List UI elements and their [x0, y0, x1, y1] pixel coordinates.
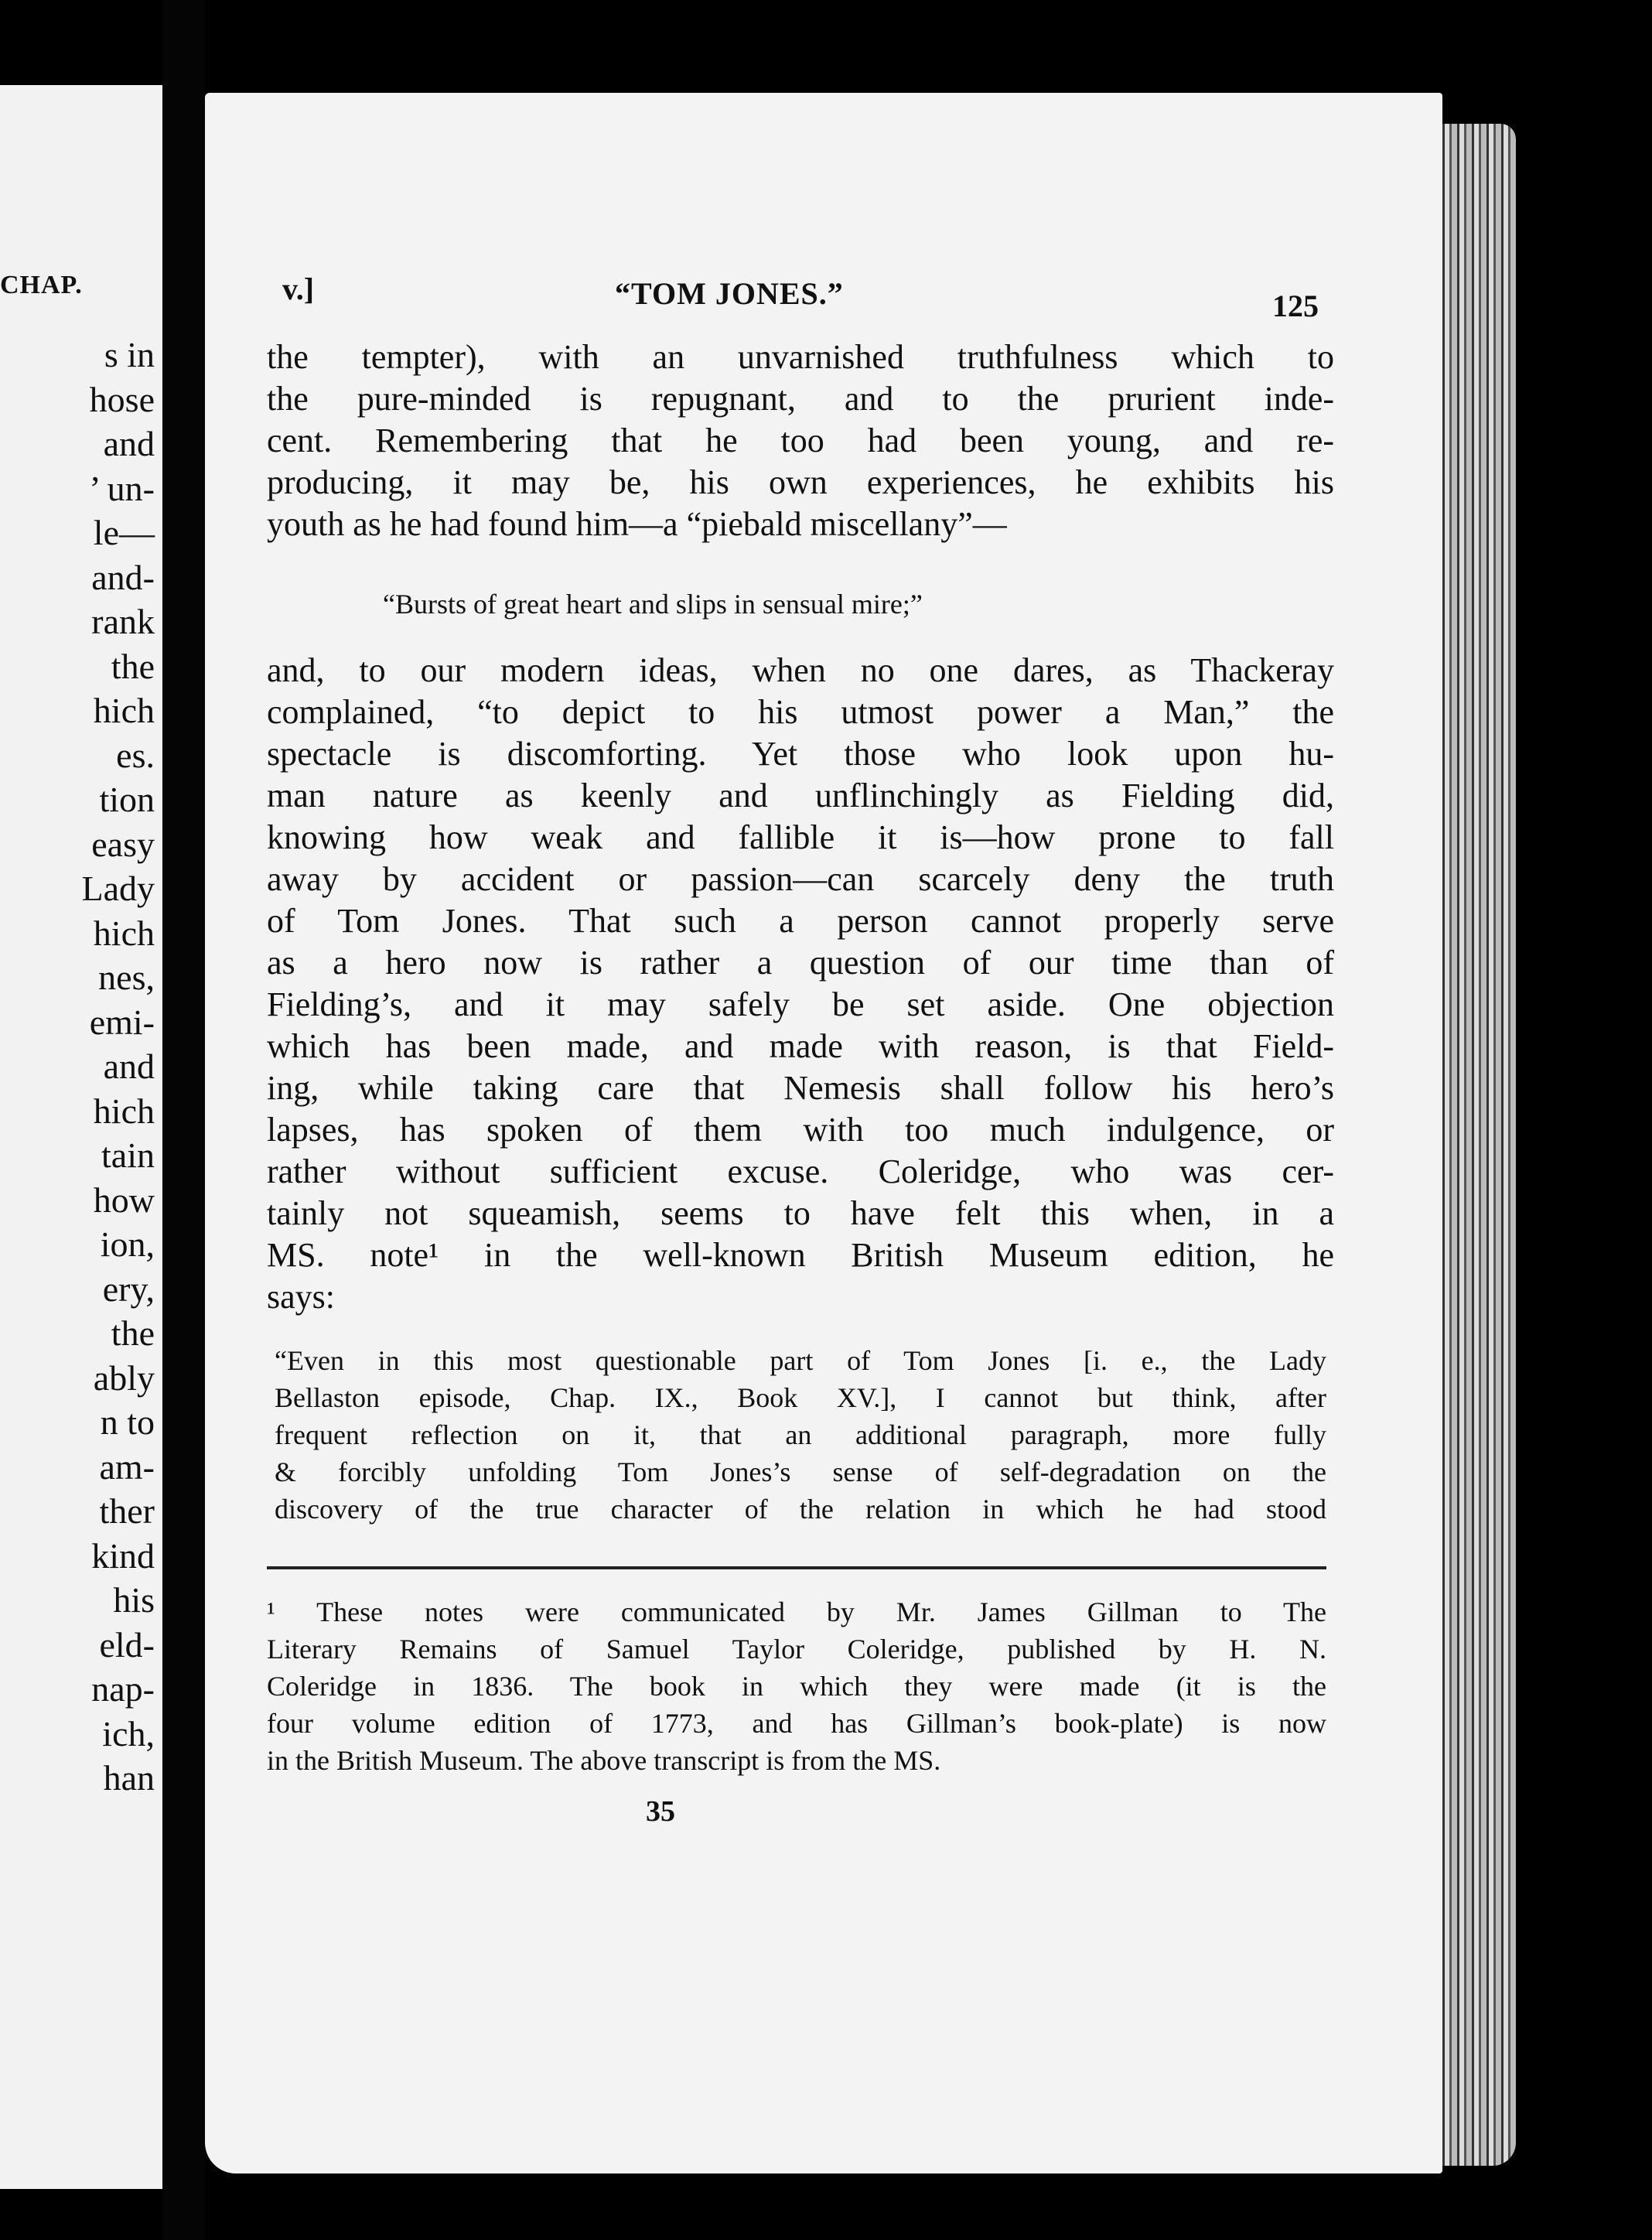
text-line: rather without sufficient excuse. Coleridge, who was cer- [267, 1152, 1334, 1190]
text-line: producing, it may be, his own experiences, he exhibits his [267, 463, 1334, 501]
running-title: “TOM JONES.” [615, 276, 844, 311]
text-line: man nature as keenly and unflinchingly as Fielding did, [267, 777, 1334, 814]
quote-line: Bellaston episode, Chap. IX., Book XV.], I cannot but think, after [275, 1382, 1326, 1413]
verse-quotation: “Bursts of great heart and slips in sensual mire;” [383, 589, 923, 620]
left-page-fragment: hose [89, 379, 155, 419]
text-line: knowing how weak and fallible it is—how prone to fall [267, 818, 1334, 856]
text-line: complained, “to depict to his utmost power a Man,” the [267, 693, 1334, 731]
text-line: the tempter), with an unvarnished truthfulness which to [267, 338, 1334, 376]
footnote-line: Coleridge in 1836. The book in which they were made (it is the [267, 1671, 1326, 1702]
left-page-fragment: n to [100, 1402, 155, 1442]
text-line: lapses, has spoken of them with too much indulgence, or [267, 1111, 1334, 1149]
quote-line: & forcibly unfolding Tom Jones’s sense of self-degradation on the [275, 1456, 1326, 1487]
quote-line: discovery of the true character of the relation in which he had stood [275, 1494, 1326, 1525]
text-line: tainly not squeamish, seems to have felt this when, in a [267, 1194, 1334, 1232]
left-page-fragment: hich [93, 913, 155, 953]
text-line: which has been made, and made with reason, is that Field- [267, 1027, 1334, 1065]
text-line: spectacle is discomforting. Yet those who look upon hu- [267, 735, 1334, 773]
left-page-fragment: Lady [81, 869, 155, 908]
left-page-fragment: emi- [89, 1002, 155, 1042]
left-page-fragment: tain [101, 1135, 155, 1175]
left-page-chap-label: CHAP. [0, 271, 83, 299]
left-page-fragment: easy [91, 824, 155, 864]
left-page-fragment: nap- [91, 1669, 155, 1709]
quote-line: frequent reflection on it, that an additional paragraph, more fully [275, 1419, 1326, 1450]
text-line: says: [267, 1278, 335, 1316]
left-page-fragment: his [113, 1580, 155, 1620]
left-page-fragment: s in [104, 335, 155, 374]
left-page-fragment: and- [91, 557, 155, 597]
paragraph-1 [267, 336, 1334, 545]
left-page-fragment: hich [93, 691, 155, 730]
left-page-fragment: ably [93, 1357, 155, 1398]
left-page-fragment: hich [93, 1091, 155, 1131]
left-page-fragment: kind [91, 1535, 155, 1576]
left-page-fragment: ’ un- [89, 468, 155, 508]
text-line: ing, while taking care that Nemesis shall follow his hero’s [267, 1069, 1334, 1107]
left-page-fragment: le— [93, 513, 155, 552]
block-quotation [275, 1342, 1326, 1528]
text-line: MS. note¹ in the well-known British Museum edition, he [267, 1236, 1334, 1274]
left-page-fragment: and [103, 1047, 155, 1086]
text-line: the pure-minded is repugnant, and to the prurient inde- [267, 380, 1334, 418]
quote-line: “Even in this most questionable part of Tom Jones [i. e., the Lady [275, 1345, 1326, 1376]
left-facing-page [0, 85, 162, 2189]
left-page-fragment: ery, [102, 1269, 155, 1309]
left-page-fragment: nes, [98, 958, 155, 997]
left-page-fragment: and [103, 424, 155, 463]
chapter-number: v.] [282, 271, 315, 306]
book-page [205, 93, 1442, 2173]
text-line: away by accident or passion—can scarcely deny the truth [267, 860, 1334, 898]
signature-mark: 35 [646, 1795, 675, 1828]
left-page-fragment: the [111, 646, 155, 686]
text-line: and, to our modern ideas, when no one dares, as Thackeray [267, 651, 1334, 689]
left-page-fragment: how [93, 1180, 155, 1220]
footnote-rule [267, 1566, 1326, 1569]
left-page-fragment: ich, [102, 1713, 155, 1753]
text-line: youth as he had found him—a “piebald miscellany”— [267, 505, 1007, 543]
text-line: cent. Remembering that he too had been young, and re- [267, 422, 1334, 459]
footnote-line: four volume edition of 1773, and has Gillman’s book-plate) is now [267, 1708, 1326, 1739]
left-page-fragment: tion [99, 780, 155, 819]
text-line: Fielding’s, and it may safely be set aside. One objection [267, 985, 1334, 1023]
footnote-line: ¹ These notes were communicated by Mr. James Gillman to The [267, 1596, 1326, 1627]
left-page-fragment: eld- [99, 1624, 155, 1665]
page-number: 125 [1272, 289, 1319, 323]
left-page-fragment: han [103, 1758, 155, 1798]
left-page-fragment: ion, [100, 1224, 155, 1264]
text-line: as a hero now is rather a question of our time than of [267, 944, 1334, 982]
left-page-fragment: the [111, 1313, 155, 1353]
left-page-fragment: rank [91, 602, 155, 641]
running-header [282, 271, 1319, 323]
footnote [267, 1593, 1326, 1779]
book-gutter [162, 0, 205, 2240]
text-line: of Tom Jones. That such a person cannot properly serve [267, 902, 1334, 940]
footnote-line: Literary Remains of Samuel Taylor Coleridge, published by H. N. [267, 1634, 1326, 1665]
left-page-fragment: am- [99, 1446, 155, 1487]
footnote-line: in the British Museum. The above transcript is from the MS. [267, 1745, 941, 1776]
paragraph-2 [267, 650, 1334, 1318]
left-page-fragment: ther [99, 1491, 155, 1531]
left-page-fragment: es. [116, 735, 155, 775]
